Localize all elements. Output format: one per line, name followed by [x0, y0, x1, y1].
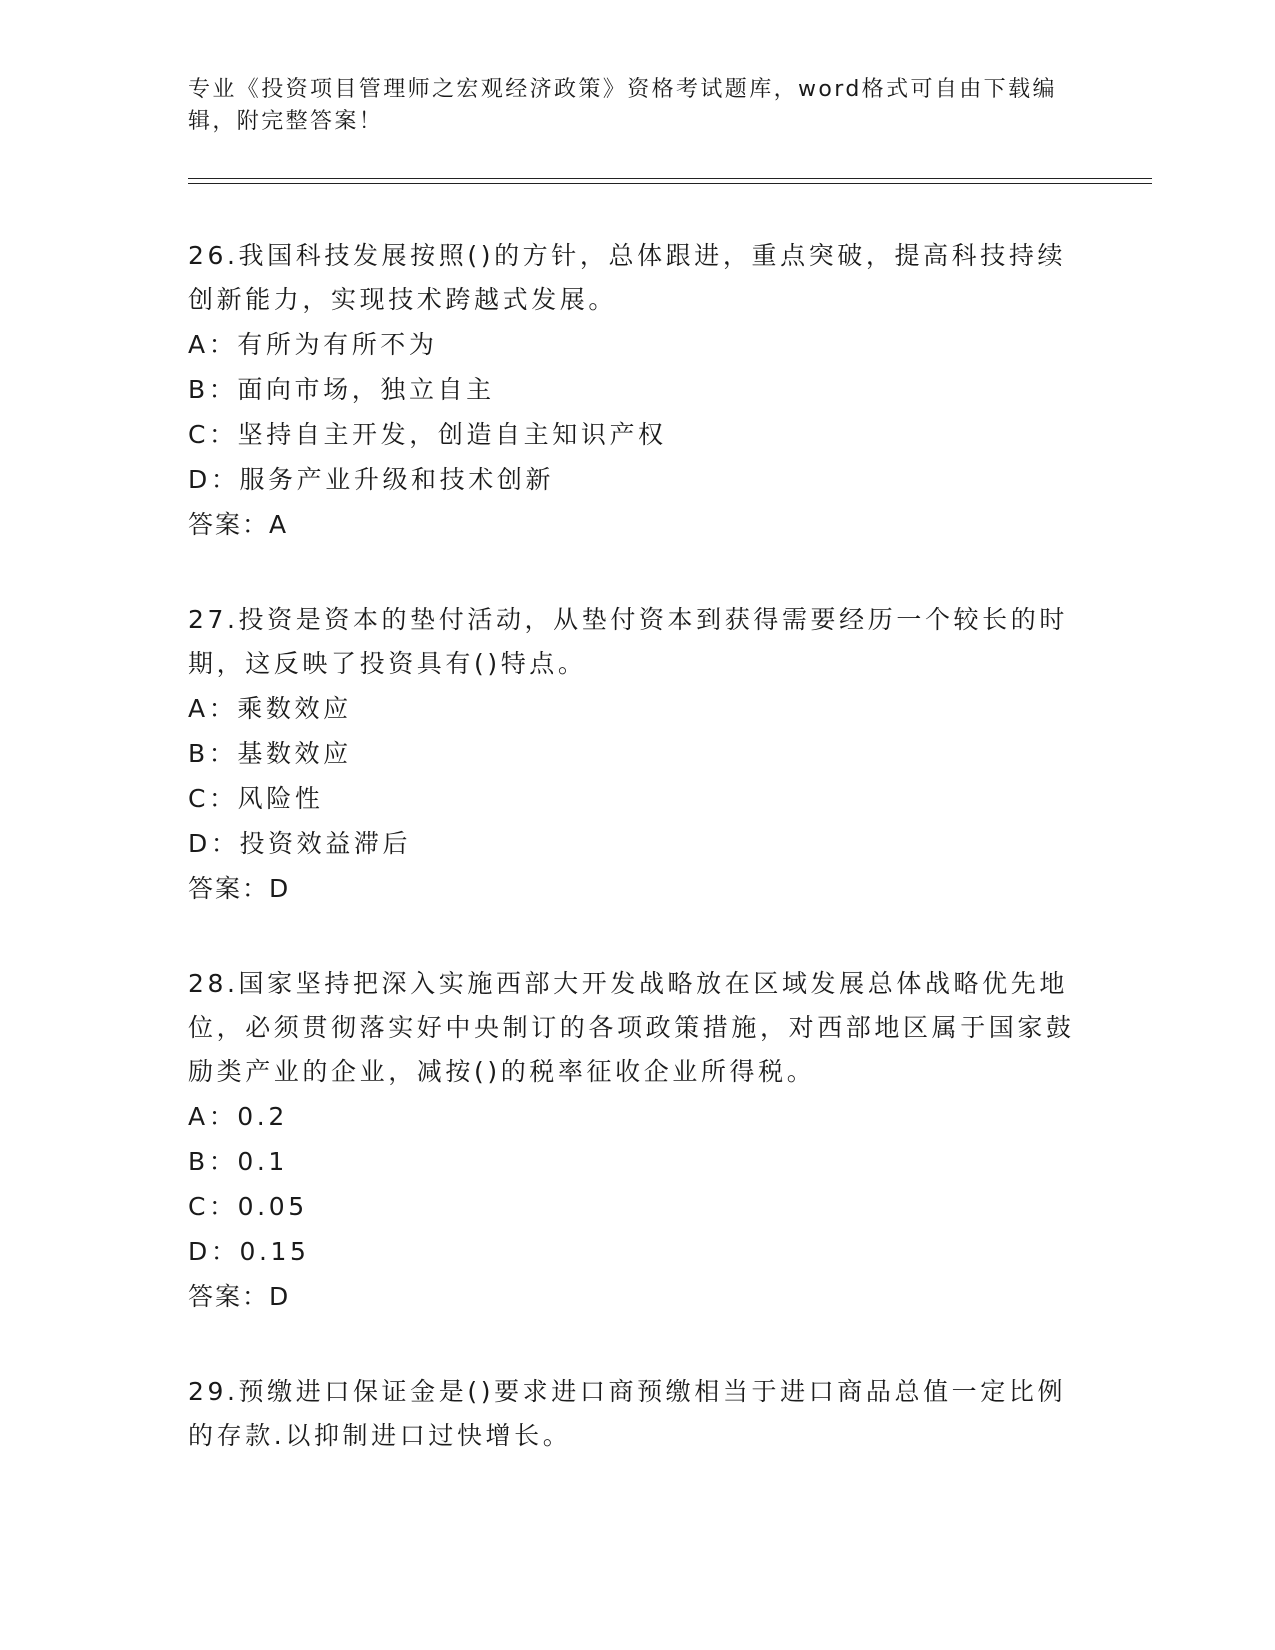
question-28: [188, 962, 1088, 1319]
question-stem: 27.投资是资本的垫付活动，从垫付资本到获得需要经历一个较长的时期，这反映了投资具有()特点。: [188, 605, 1068, 678]
header-text: 专业《投资项目管理师之宏观经济政策》资格考试题库，word格式可自由下载编辑，附完整答案！: [188, 77, 1057, 134]
option-c: C：风险性: [188, 784, 324, 813]
option-d: D：0.15: [188, 1237, 310, 1266]
question-stem: 28.国家坚持把深入实施西部大开发战略放在区域发展总体战略优先地位，必须贯彻落实好中央制订的各项政策措施，对西部地区属于国家鼓励类产业的企业，减按()的税率征收企业所得税。: [188, 969, 1075, 1086]
answer: 答案：D: [188, 874, 291, 903]
answer: 答案：D: [188, 1282, 291, 1311]
header-divider-top: [188, 178, 1152, 179]
option-b: B：面向市场，独立自主: [188, 375, 495, 404]
question-stem: 26.我国科技发展按照()的方针，总体跟进，重点突破，提高科技持续创新能力，实现技术跨越式发展。: [188, 241, 1067, 314]
option-d: D：服务产业升级和技术创新: [188, 465, 555, 494]
option-d: D：投资效益滞后: [188, 829, 412, 858]
option-a: A：有所为有所不为: [188, 330, 438, 359]
question-stem: 29.预缴进口保证金是()要求进口商预缴相当于进口商品总值一定比例的存款.以抑制进口过快增长。: [188, 1377, 1067, 1450]
answer: 答案：A: [188, 510, 289, 539]
option-c: C：坚持自主开发，创造自主知识产权: [188, 420, 667, 449]
question-29: [188, 1370, 1088, 1458]
header-divider-bottom: [188, 183, 1152, 184]
document-header: [188, 74, 1068, 138]
option-b: B：0.1: [188, 1147, 288, 1176]
option-c: C：0.05: [188, 1192, 308, 1221]
option-a: A：0.2: [188, 1102, 288, 1131]
question-27: [188, 598, 1088, 911]
question-26: [188, 234, 1088, 547]
option-b: B：基数效应: [188, 739, 352, 768]
option-a: A：乘数效应: [188, 694, 352, 723]
